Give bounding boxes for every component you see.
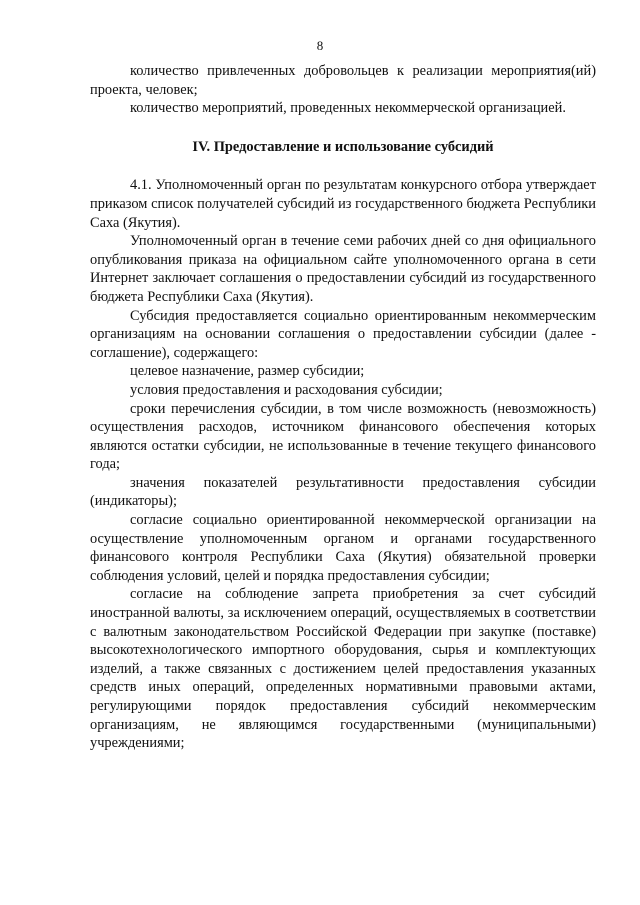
paragraph-transfer-terms: сроки перечисления субсидии, в том числе возможность (невозможность) осуществления расходов, источником финансового обеспечения которых являются остатки субсидии, не использованные в течение текущего финансового года;: [90, 400, 596, 473]
paragraph-indicators: значения показателей результативности предоставления субсидии (индикаторы);: [90, 474, 596, 510]
paragraph-agreement-conclusion: Уполномоченный орган в течение семи рабочих дней со дня официального опубликования приказа на официальном сайте уполномоченного органа в сети Интернет заключает соглашения о предоставлении субсидий из государственного бюджета Республики Саха (Якутия).: [90, 233, 596, 305]
paragraph-purpose-amount: целевое назначение, размер субсидии;: [130, 363, 365, 380]
document-body: [90, 62, 596, 753]
paragraph-events-count: количество мероприятий, проведенных некоммерческой организацией.: [130, 100, 566, 117]
paragraph-subsidy-basis: Субсидия предоставляется социально ориентированным некоммерческим организациям на основании соглашения о предоставлении субсидии (далее - соглашение), содержащего:: [90, 307, 596, 361]
paragraph-currency-consent: согласие на соблюдение запрета приобретения за счет субсидий иностранной валюты, за исключением операций, осуществляемых в соответствии с валютным законодательством Российской Федерации при закупке (поставке) высокотехнологического импортного оборудования, сырья и комплектующих изделий, а также связанных с достижением целей предоставления указанных средств иных операций, определенных нормативными правовыми актами, регулирующими порядок предоставления субсидий некоммерческим организациям, не являющимся государственными (муниципальными) учреждениями;: [90, 586, 596, 752]
paragraph-4-1: 4.1. Уполномоченный орган по результатам конкурсного отбора утверждает приказом список получателей субсидий из государственного бюджета Республики Саха (Якутия).: [90, 177, 596, 231]
section-heading: IV. Предоставление и использование субсидий: [192, 138, 494, 155]
page-number: 8: [316, 38, 324, 53]
paragraph-audit-consent: согласие социально ориентированной некоммерческой организации на осуществление уполномоченным органом и органами государственного финансового контроля Республики Саха (Якутия) обязательной проверки соблюдения условий, целей и порядка предоставления субсидии;: [90, 512, 596, 584]
paragraph-conditions: условия предоставления и расходования субсидии;: [130, 381, 443, 398]
paragraph-volunteers-count: количество привлеченных добровольцев к реализации мероприятия(ий) проекта, человек;: [90, 63, 596, 98]
